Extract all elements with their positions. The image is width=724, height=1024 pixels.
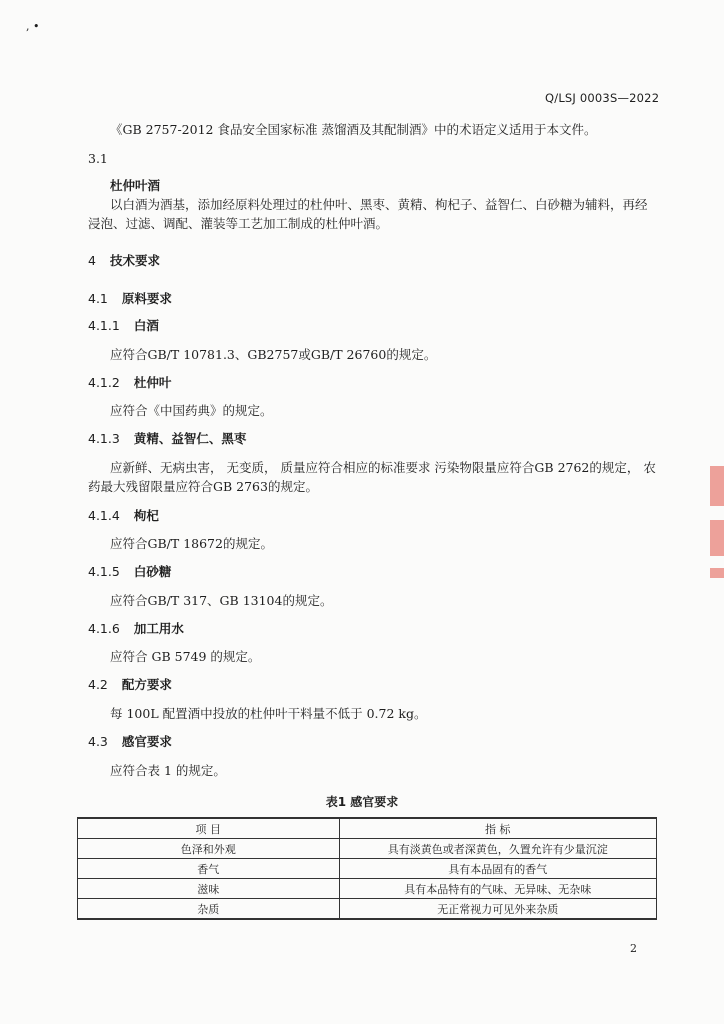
section-title: 感官要求	[121, 734, 172, 749]
section-title: 配方要求	[121, 677, 172, 692]
section-number: 4	[88, 253, 96, 268]
section-number: 4.1	[88, 291, 108, 306]
table-cell: 色泽和外观	[78, 839, 340, 859]
header-indicator: 指 标	[339, 818, 656, 839]
section-4-1-3-heading	[88, 430, 246, 448]
section-title: 白酒	[133, 318, 159, 333]
section-title: 枸杞	[133, 508, 159, 523]
stamp-edge-mark	[710, 568, 724, 578]
table-cell: 具有本品固有的香气	[339, 859, 656, 879]
section-number: 4.2	[88, 677, 108, 692]
term-title: 杜仲叶酒	[110, 178, 161, 193]
section-4-1-1-heading	[88, 317, 159, 335]
term-definition-line2: 浸泡、过滤、调配、灌装等工艺加工制成的杜仲叶酒。	[88, 216, 389, 231]
section-number: 4.1.4	[88, 508, 120, 523]
table-cell: 杂质	[78, 899, 340, 920]
term-definition-line1: 以白酒为酒基，添加经原料处理过的杜仲叶、黑枣、黄精、枸杞子、益智仁、白砂糖为辅料，再经	[110, 197, 648, 212]
section-4-heading	[88, 252, 160, 270]
section-number: 4.1.3	[88, 431, 120, 446]
section-title: 技术要求	[109, 253, 160, 268]
stamp-edge-mark	[710, 520, 724, 556]
section-4-2-heading	[88, 676, 172, 694]
table-row	[78, 839, 657, 859]
section-title: 加工用水	[133, 621, 184, 636]
page-number: 2	[630, 942, 637, 955]
section-4-1-3-text-line1: 应新鲜、无病虫害， 无变质， 质量应符合相应的标准要求 污染物限量应符合GB 2762的规定， 农	[110, 460, 656, 475]
table-caption: 表1 感官要求	[325, 795, 399, 809]
table-cell: 滋味	[78, 879, 340, 899]
section-4-3-heading	[88, 733, 172, 751]
section-4-1-6-heading	[88, 620, 184, 638]
section-4-1-4-text: 应符合GB/T 18672的规定。	[110, 536, 273, 551]
scan-marks: , •	[26, 20, 40, 33]
intro-paragraph: 《GB 2757-2012 食品安全国家标准 蒸馏酒及其配制酒》中的术语定义适用于本文件。	[110, 122, 597, 137]
section-number: 4.1.5	[88, 564, 120, 579]
table-cell: 香气	[78, 859, 340, 879]
section-number-3-1: 3.1	[88, 151, 108, 166]
section-4-1-heading	[88, 290, 172, 308]
section-title: 杜仲叶	[133, 375, 172, 390]
section-4-1-6-text: 应符合 GB 5749 的规定。	[110, 649, 261, 664]
section-title: 原料要求	[121, 291, 172, 306]
standard-number: Q/LSJ 0003S—2022	[545, 91, 660, 105]
section-4-3-text: 应符合表 1 的规定。	[110, 763, 226, 778]
section-4-1-2-heading	[88, 374, 171, 392]
table-row	[78, 859, 657, 879]
sensory-requirements-table	[77, 817, 657, 920]
table-cell: 具有淡黄色或者深黄色，久置允许有少量沉淀	[339, 839, 656, 859]
section-4-1-2-text: 应符合《中国药典》的规定。	[110, 403, 273, 418]
table-cell: 具有本品特有的气味、无异味、无杂味	[339, 879, 656, 899]
section-number: 4.1.1	[88, 318, 120, 333]
section-4-1-1-text: 应符合GB/T 10781.3、GB2757或GB/T 26760的规定。	[110, 347, 437, 362]
section-4-1-4-heading	[88, 507, 159, 525]
table-header-row	[78, 818, 657, 839]
section-number: 4.1.6	[88, 621, 120, 636]
stamp-edge-mark	[710, 466, 724, 506]
section-4-2-text: 每 100L 配置酒中投放的杜仲叶干料量不低于 0.72 kg。	[110, 706, 427, 721]
section-number: 4.3	[88, 734, 108, 749]
section-title: 白砂糖	[133, 564, 172, 579]
table-row	[78, 899, 657, 920]
section-4-1-5-heading	[88, 563, 171, 581]
section-4-1-5-text: 应符合GB/T 317、GB 13104的规定。	[110, 593, 333, 608]
table-cell: 无正常视力可见外来杂质	[339, 899, 656, 920]
section-title: 黄精、益智仁、黑枣	[133, 431, 247, 446]
section-4-1-3-text-line2: 药最大残留限量应符合GB 2763的规定。	[88, 479, 318, 494]
table-row	[78, 879, 657, 899]
section-number: 4.1.2	[88, 375, 120, 390]
header-item: 项 目	[78, 818, 340, 839]
